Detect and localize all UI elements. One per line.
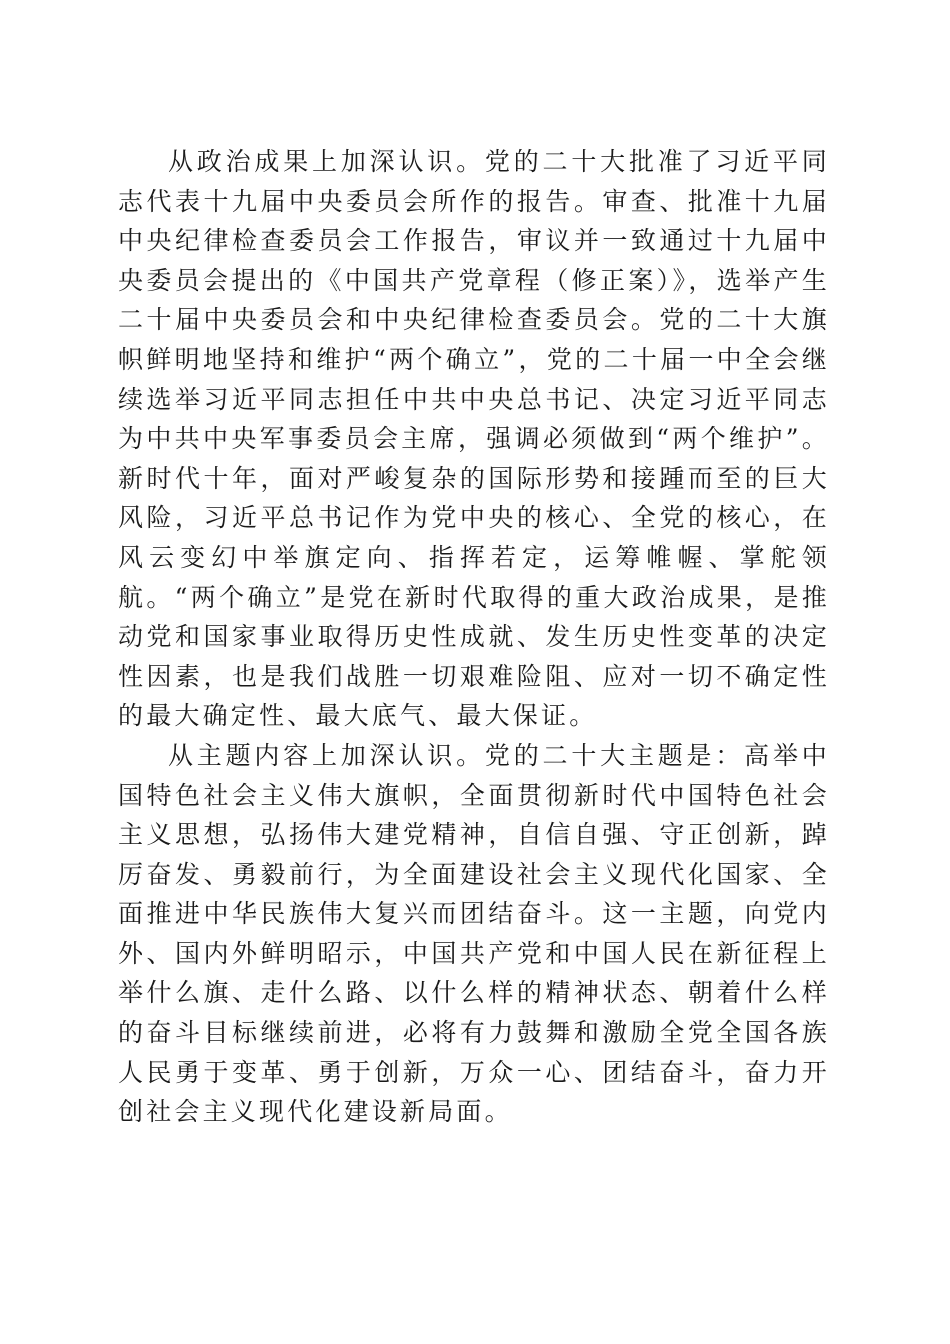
paragraph-theme-content: 从主题内容上加深认识。党的二十大主题是：高举中国特色社会主义伟大旗帜，全面贯彻新时代中国特色社会主义思想，弘扬伟大建党精神，自信自强、守正创新，踔厉奋发、勇毅前行，为全面建设社会主义现代化国家、全面推进中华民族伟大复兴而团结奋斗。这一主题，向党内外、国内外鲜明昭示，中国共产党和中国人民在新征程上举什么旗、走什么路、以什么样的精神状态、朝着什么样的奋斗目标继续前进，必将有力鼓舞和激励全党全国各族人民勇于变革、勇于创新，万众一心、团结奋斗，奋力开创社会主义现代化建设新局面。 <box>118 740 830 1127</box>
paragraph-political-achievements: 从政治成果上加深认识。党的二十大批准了习近平同志代表十九届中央委员会所作的报告。审查、批准十九届中央纪律检查委员会工作报告，审议并一致通过十九届中央委员会提出的《中国共产党章程（修正案）》，选举产生二十届中央委员会和中央纪律检查委员会。党的二十大旗帜鲜明地坚持和维护“两个确立”，党的二十届一中全会继续选举习近平同志担任中共中央总书记、决定习近平同志为中共中央军事委员会主席，强调必须做到“两个维护”。新时代十年，面对严峻复杂的国际形势和接踵而至的巨大风险，习近平总书记作为党中央的核心、全党的核心，在风云变幻中举旗定向、指挥若定，运筹帷幄、掌舵领航。“两个确立”是党在新时代取得的重大政治成果，是推动党和国家事业取得历史性成就、发生历史性变革的决定性因素，也是我们战胜一切艰难险阻、应对一切不确定性的最大确定性、最大底气、最大保证。 <box>118 147 830 731</box>
body-text <box>118 142 830 1132</box>
